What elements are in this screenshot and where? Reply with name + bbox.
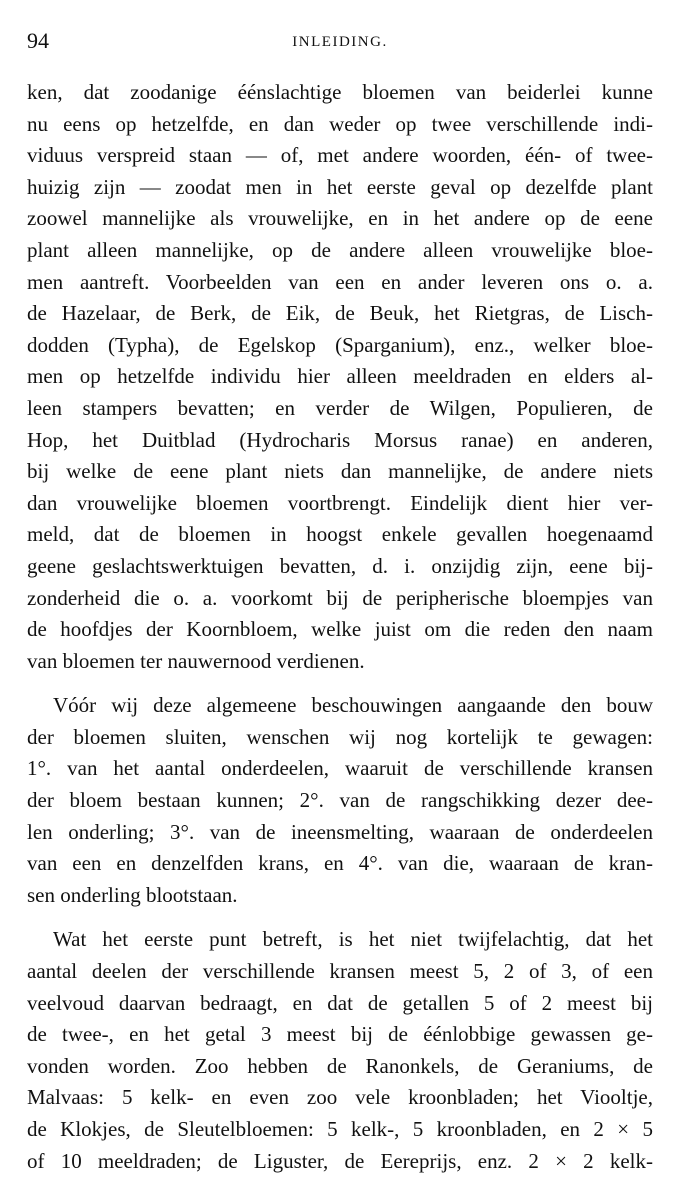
text-line: de hoofdjes der Koornbloem, welke juist om die reden den naam: [27, 617, 653, 642]
text-line: zoowel mannelijke als vrouwelijke, en in het andere op de eene: [27, 206, 653, 231]
text-line: geene geslachtswerktuigen bevatten, d. i. onzijdig zijn, eene bij-: [27, 553, 653, 578]
text-line: len onderling; 3°. van de ineensmelting, waaraan de onderdeelen: [27, 819, 653, 844]
text-line: de Hazelaar, de Berk, de Eik, de Beuk, het Rietgras, de Lisch-: [27, 301, 653, 326]
text-line: of 10 meeldraden; de Liguster, de Eereprijs, enz. 2 × 2 kelk-: [27, 1148, 653, 1173]
paragraph-2: [27, 690, 653, 911]
text-line: aantal deelen der verschillende kransen meest 5, 2 of 3, of een: [27, 959, 653, 984]
page-header: [27, 26, 653, 56]
text-line: ken, dat zoodanige éénslachtige bloemen van beiderlei kunne: [27, 80, 653, 104]
paragraph-gap: [27, 911, 653, 924]
text-line: sen onderling blootstaan.: [27, 882, 238, 907]
text-line: van een en denzelfden krans, en 4°. van die, waaraan de kran-: [27, 851, 653, 876]
paragraph-3: [27, 924, 653, 1177]
text-line: Wat het eerste punt betreft, is het niet twijfelachtig, dat het: [53, 927, 653, 952]
text-line: zonderheid die o. a. voorkomt bij de peripherische bloempjes van: [27, 585, 653, 610]
text-line: dan vrouwelijke bloemen voortbrengt. Eindelijk dient hier ver-: [27, 490, 653, 515]
text-line: plant alleen mannelijke, op de andere alleen vrouwelijke bloe-: [27, 237, 653, 262]
text-line: der bloemen sluiten, wenschen wij nog kortelijk te gewagen:: [27, 724, 653, 749]
text-line: van bloemen ter nauwernood verdienen.: [27, 648, 365, 673]
text-line: nu eens op hetzelfde, en dan weder op twee verschillende indi-: [27, 111, 653, 136]
page-number: 94: [27, 28, 49, 53]
text-line: veelvoud daarvan bedraagt, en dat de getallen 5 of 2 meest bij: [27, 990, 653, 1015]
text-line: dodden (Typha), de Egelskop (Sparganium), enz., welker bloe-: [27, 332, 653, 357]
text-line: Vóór wij deze algemeene beschouwingen aangaande den bouw: [53, 693, 653, 718]
text-line: de Klokjes, de Sleutelbloemen: 5 kelk-, 5 kroonbladen, en 2 × 5: [27, 1117, 653, 1141]
paragraph-gap: [27, 677, 653, 690]
text-line: 1°. van het aantal onderdeelen, waaruit de verschillende kransen: [27, 756, 653, 781]
text-line: Hop, het Duitblad (Hydrocharis Morsus ranae) en anderen,: [27, 427, 653, 452]
text-line: de twee-, en het getal 3 meest bij de éénlobbige gewassen ge-: [27, 1022, 653, 1047]
running-head: INLEIDING.: [292, 34, 388, 50]
text-line: men op hetzelfde individu hier alleen meeldraden en elders al-: [27, 364, 653, 389]
body-text: [27, 77, 653, 1177]
text-line: viduus verspreid staan — of, met andere woorden, één- of twee-: [27, 143, 653, 168]
text-line: leen stampers bevatten; en verder de Wilgen, Populieren, de: [27, 395, 653, 420]
text-line: vonden worden. Zoo hebben de Ranonkels, de Geraniums, de: [27, 1053, 653, 1078]
text-line: huizig zijn — zoodat men in het eerste geval op dezelfde plant: [27, 174, 653, 199]
text-line: bij welke de eene plant niets dan mannelijke, de andere niets: [27, 459, 653, 484]
paragraph-1: [27, 77, 653, 677]
text-line: Malvaas: 5 kelk- en even zoo vele kroonbladen; het Viooltje,: [27, 1085, 653, 1110]
text-line: der bloem bestaan kunnen; 2°. van de rangschikking dezer dee-: [27, 788, 653, 813]
text-line: men aantreft. Voorbeelden van een en ander leveren ons o. a.: [27, 269, 653, 294]
text-line: meld, dat de bloemen in hoogst enkele gevallen hoegenaamd: [27, 522, 653, 547]
